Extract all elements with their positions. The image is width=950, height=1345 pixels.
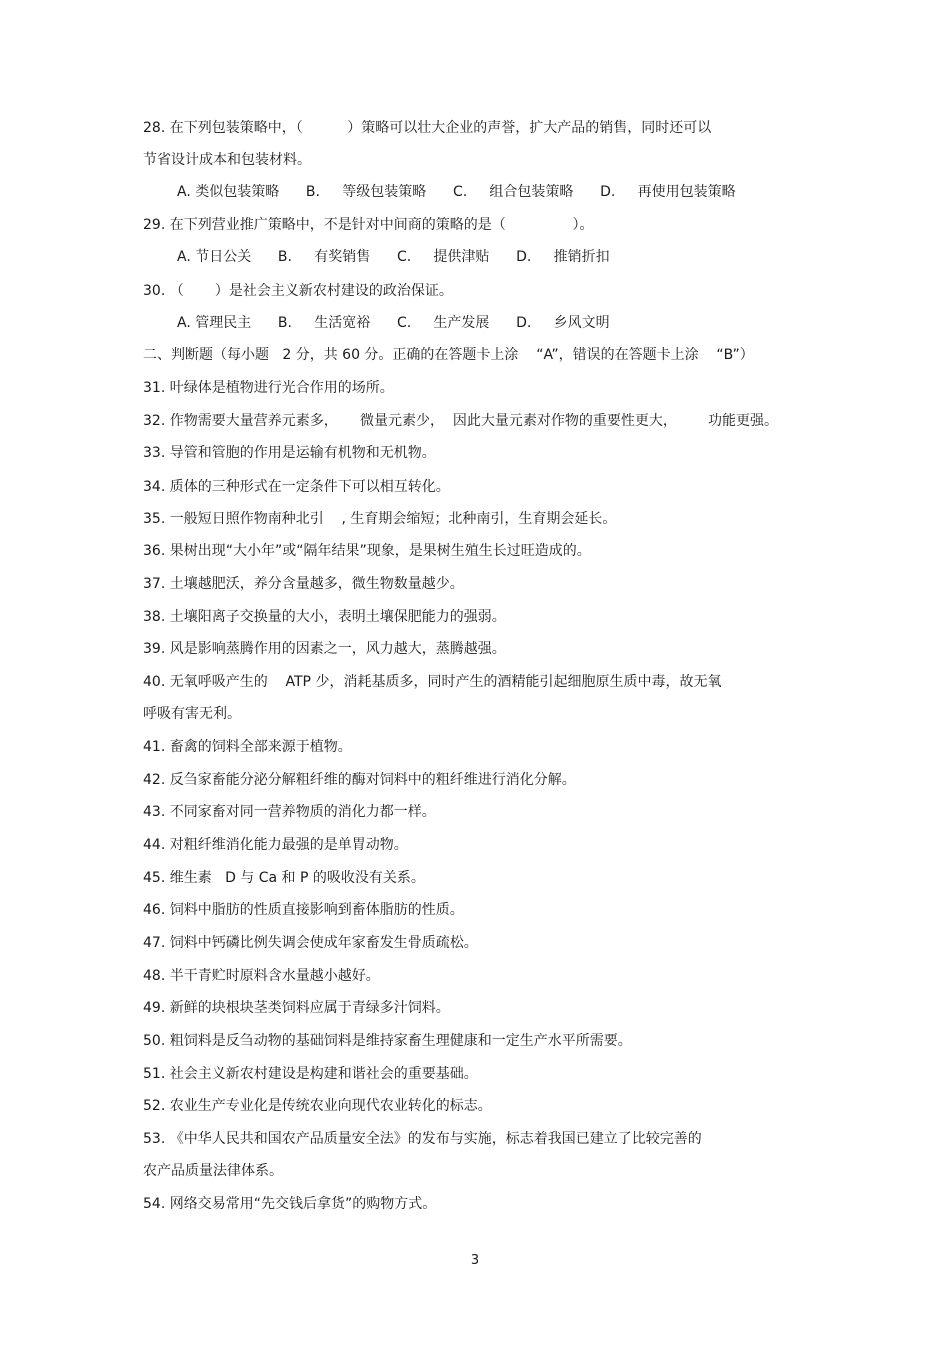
list-item: 51. 社会主义新农村建设是构建和谐社会的重要基础。 — [143, 1066, 478, 1082]
list-item: 37. 土壤越肥沃，养分含量越多，微生物数量越少。 — [143, 576, 464, 592]
question-30-line-1: 30. （ ）是社会主义新农村建设的政治保证。 — [143, 283, 453, 299]
list-item: 农产品质量法律体系。 — [143, 1163, 283, 1179]
list-item: 35. 一般短日照作物南种北引 , 生育期会缩短；北种南引，生育期会延长。 — [143, 511, 617, 527]
list-item: 53. 《中华人民共和国农产品质量安全法》的发布与实施，标志着我国已建立了比较完善的 — [143, 1131, 702, 1147]
list-item: 45. 维生素 D 与 Ca 和 P 的吸收没有关系。 — [143, 870, 425, 886]
list-item: 41. 畜禽的饲料全部来源于植物。 — [143, 739, 352, 755]
question-29-line-1: 29. 在下列营业推广策略中，不是针对中间商的策略的是（ ）。 — [143, 217, 594, 233]
question-28-options: A. 类似包装策略 B. 等级包装策略 C. 组合包装策略 D. 再使用包装策略 — [177, 184, 736, 200]
list-item: 54. 网络交易常用“先交钱后拿货”的购物方式。 — [143, 1196, 437, 1212]
list-item: 33. 导管和管胞的作用是运输有机物和无机物。 — [143, 445, 436, 461]
list-item: 39. 风是影响蒸腾作用的因素之一，风力越大，蒸腾越强。 — [143, 641, 506, 657]
list-item: 49. 新鲜的块根块茎类饲料应属于青绿多汁饲料。 — [143, 1000, 450, 1016]
page-number: 3 — [470, 1253, 480, 1268]
list-item: 31. 叶绿体是植物进行光合作用的场所。 — [143, 380, 394, 396]
list-item: 38. 土壤阳离子交换量的大小，表明土壤保肥能力的强弱。 — [143, 609, 506, 625]
list-item: 46. 饲料中脂肪的性质直接影响到畜体脂肪的性质。 — [143, 902, 464, 918]
list-item: 34. 质体的三种形式在一定条件下可以相互转化。 — [143, 479, 450, 495]
list-item: 42. 反刍家畜能分泌分解粗纤维的酶对饲料中的粗纤维进行消化分解。 — [143, 772, 576, 788]
question-28-line-2: 节省设计成本和包装材料。 — [143, 152, 311, 168]
section-heading: 二、判断题（每小题 2 分，共 60 分。正确的在答题卡上涂 “A”，错误的在答题卡上涂 “B”） — [143, 347, 754, 363]
list-item: 36. 果树出现“大小年”或“隔年结果”现象，是果树生殖生长过旺造成的。 — [143, 543, 591, 559]
question-29-options: A. 节日公关 B. 有奖销售 C. 提供津贴 D. 推销折扣 — [177, 249, 610, 265]
list-item: 50. 粗饲料是反刍动物的基础饲料是维持家畜生理健康和一定生产水平所需要。 — [143, 1033, 632, 1049]
list-item: 48. 半干青贮时原料含水量越小越好。 — [143, 968, 380, 984]
list-item: 32. 作物需要大量营养元素多， 微量元素少， 因此大量元素对作物的重要性更大， 功能更强。 — [143, 413, 779, 429]
list-item: 52. 农业生产专业化是传统农业向现代农业转化的标志。 — [143, 1098, 492, 1114]
question-30-options: A. 管理民主 B. 生活宽裕 C. 生产发展 D. 乡风文明 — [177, 315, 610, 331]
list-item: 40. 无氧呼吸产生的 ATP 少，消耗基质多，同时产生的酒精能引起细胞原生质中毒，故无氧 — [143, 674, 722, 690]
list-item: 44. 对粗纤维消化能力最强的是单胃动物。 — [143, 837, 408, 853]
list-item: 呼吸有害无利。 — [143, 706, 241, 722]
list-item: 43. 不同家畜对同一营养物质的消化力都一样。 — [143, 804, 436, 820]
question-28-line-1: 28. 在下列包装策略中，（ ）策略可以壮大企业的声誉，扩大产品的销售，同时还可以 — [143, 120, 712, 136]
list-item: 47. 饲料中钙磷比例失调会使成年家畜发生骨质疏松。 — [143, 935, 478, 951]
